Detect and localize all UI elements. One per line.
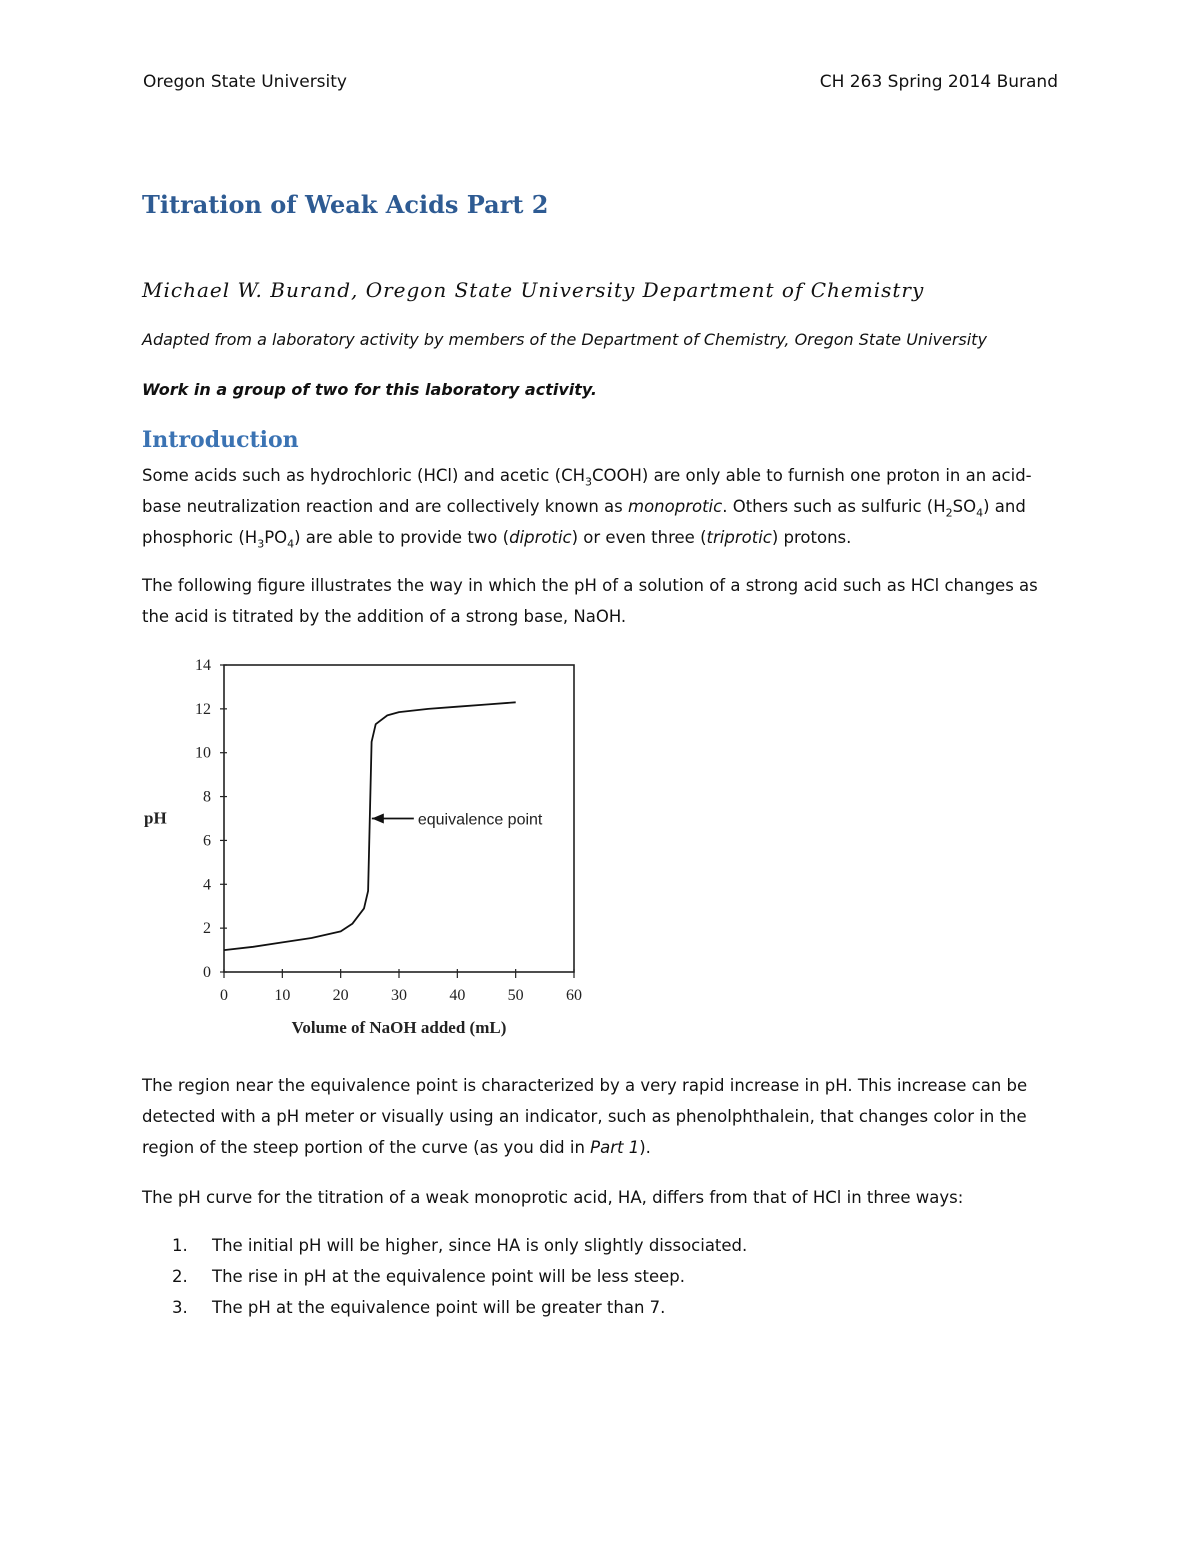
x-axis-label: Volume of NaOH added (mL)	[291, 1018, 507, 1037]
header-course: CH 263 Spring 2014 Burand	[819, 72, 1058, 92]
region-paragraph: The region near the equivalence point is characterized by a very rapid increase in pH. This increase can be detected with a pH meter or visually using an indicator, such as phenolphthalein, that changes color in the region of the steep portion of the curve (as you did in Part 1).	[142, 1076, 1028, 1157]
intro-paragraph: Some acids such as hydrochloric (HCl) and acetic $(CH_3COOH)$ are only able to furnish one proton in an acid-base neutralization reaction and are collectively known as monoprotic. Others such as sulfuric $(H_2SO_4)$ and phosphoric $(H_3PO_4)$ are able to provide two (diprotic) or even three (triprotic) protons.	[142, 466, 1032, 551]
intro-heading: Introduction	[142, 427, 299, 453]
arrow-head-icon	[372, 814, 384, 824]
term-triprotic: triprotic	[706, 528, 772, 547]
titration-chart	[130, 645, 600, 1055]
titration-chart-svg	[130, 645, 600, 1055]
differences-list	[142, 1230, 747, 1323]
y-tick-label: 0	[203, 964, 211, 981]
x-tick-label: 40	[449, 987, 466, 1004]
figure-intro-paragraph: The following figure illustrates the way in which the pH of a solution of a strong acid such as HCl changes as the acid is titrated by the addition of a strong base, NaOH.	[142, 576, 1038, 626]
y-tick-label: 10	[195, 744, 211, 762]
chart-annotation	[372, 812, 543, 829]
y-tick-label: 6	[203, 832, 211, 850]
y-tick-label: 14	[195, 657, 211, 674]
list-item: 2. The rise in pH at the equivalence point will be less steep.	[172, 1267, 686, 1286]
x-tick-label: 60	[566, 987, 582, 1004]
y-tick-label: 2	[203, 920, 211, 938]
y-tick-label: 4	[203, 876, 211, 894]
x-tick-label: 30	[391, 987, 407, 1004]
term-monoprotic: monoprotic	[628, 497, 723, 516]
y-tick-label: 8	[203, 788, 211, 806]
part-reference: Part 1	[590, 1138, 640, 1157]
weak-acid-paragraph: The pH curve for the titration of a weak monoprotic acid, HA, differs from that of HCl in three ways:	[142, 1188, 964, 1207]
x-tick-label: 10	[274, 987, 291, 1004]
author-line: Michael W. Burand, Oregon State University Department of Chemistry	[142, 278, 925, 302]
group-note: Work in a group of two for this laboratory activity.	[142, 380, 597, 399]
y-axis-label: pH	[144, 808, 167, 828]
list-item: 3. The pH at the equivalence point will be greater than 7.	[172, 1298, 666, 1317]
x-tick-label: 50	[507, 987, 524, 1004]
header-institution: Oregon State University	[143, 72, 347, 92]
y-tick-label: 12	[195, 700, 211, 718]
list-item: 1. The initial pH will be higher, since HA is only slightly dissociated.	[172, 1236, 748, 1255]
annotation-label: equivalence point	[417, 811, 543, 829]
x-tick-label: 0	[220, 987, 228, 1004]
document-title: Titration of Weak Acids Part 2	[142, 190, 549, 219]
adapted-note: Adapted from a laboratory activity by members of the Department of Chemistry, Oregon State University	[142, 330, 987, 349]
term-diprotic: diprotic	[509, 528, 572, 547]
chart-ticks	[144, 657, 582, 1037]
x-tick-label: 20	[332, 987, 349, 1004]
